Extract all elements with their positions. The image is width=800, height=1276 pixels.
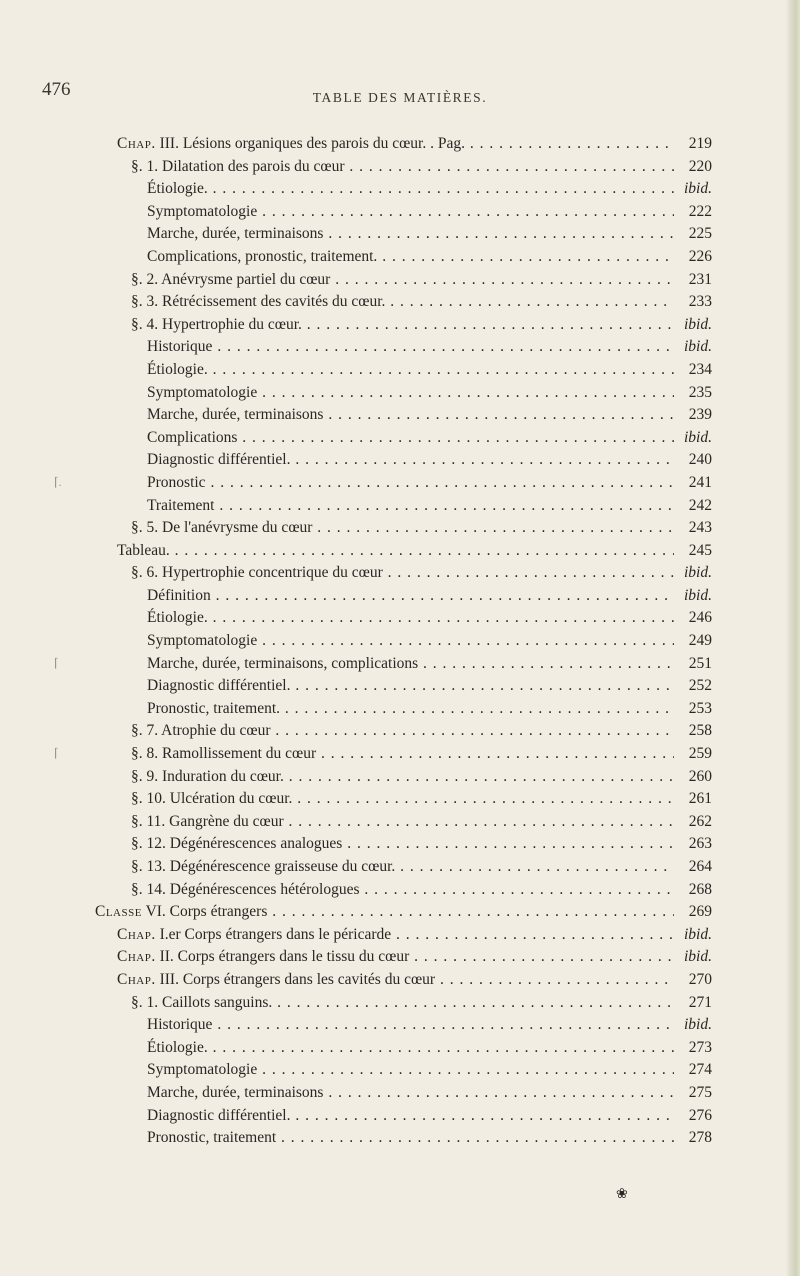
toc-entry-text: §. 1. Caillots sanguins.	[131, 993, 273, 1011]
toc-entry-page: ibid.	[674, 427, 712, 450]
toc-entry-label	[147, 201, 676, 224]
toc-entry-label	[147, 1059, 676, 1082]
page-edge	[786, 0, 800, 1276]
toc-entry-page: 252	[674, 675, 712, 698]
toc-entry-text: Complications	[147, 428, 238, 446]
toc-entry-text: §. 9. Induration du cœur.	[131, 767, 284, 785]
toc-entry-label	[131, 517, 676, 540]
toc-entry-label	[147, 607, 676, 630]
toc-entry	[0, 336, 800, 359]
toc-entry-prefix: Chap.	[117, 135, 156, 152]
toc-entry-page: ibid.	[674, 178, 712, 201]
toc-entry	[0, 495, 800, 518]
toc-entry-page: 271	[674, 992, 712, 1015]
toc-entry-label	[147, 1014, 676, 1037]
toc-entry	[0, 585, 800, 608]
toc-entry-label	[95, 901, 676, 924]
toc-entry	[0, 743, 800, 766]
toc-entry	[0, 788, 800, 811]
toc-entry-text: Définition	[147, 586, 211, 604]
toc-entry-page: 262	[674, 811, 712, 834]
toc-entry	[0, 449, 800, 472]
toc-entry	[0, 833, 800, 856]
toc-entry-label	[147, 178, 676, 201]
toc-entry-text: Marche, durée, terminaisons	[147, 225, 324, 243]
toc-entry-text: Historique	[147, 338, 213, 356]
toc-entry-text: Marche, durée, terminaisons, complications	[147, 654, 419, 672]
toc-entry-label	[117, 540, 676, 563]
toc-entry-label	[131, 720, 676, 743]
toc-entry	[0, 1014, 800, 1037]
toc-entry-page: 226	[674, 246, 712, 269]
toc-entry-prefix: Classe	[95, 903, 142, 921]
toc-entry-text: Pronostic, traitement.	[147, 699, 281, 717]
toc-entry-page: 231	[674, 269, 712, 292]
toc-entry	[0, 607, 800, 630]
toc-entry-page: 270	[674, 969, 712, 992]
toc-entry-text: §. 10. Ulcération du cœur.	[131, 790, 293, 808]
toc-entry-page: 245	[674, 540, 712, 563]
toc-entry-label	[131, 269, 676, 292]
toc-entry-label	[117, 969, 676, 992]
toc-entry	[0, 517, 800, 540]
toc-entry-page: 242	[674, 495, 712, 518]
toc-entry-label	[131, 856, 676, 879]
toc-entry-prefix: Chap.	[117, 948, 156, 966]
toc-entry-text: III. Lésions organiques des parois du cœur. . Pag.	[155, 135, 465, 152]
toc-entry-label	[131, 833, 676, 856]
toc-entry-prefix: Chap.	[117, 925, 156, 943]
toc-entry-label	[131, 766, 676, 789]
toc-entry	[0, 246, 800, 269]
toc-entry-label	[147, 382, 676, 405]
toc-entry	[0, 404, 800, 427]
toc-entry-text: Pronostic, traitement	[147, 1129, 277, 1147]
toc-entry	[0, 992, 800, 1015]
toc-entry-text: Diagnostic différentiel.	[147, 677, 291, 695]
toc-entry-label	[131, 811, 676, 834]
toc-entry	[0, 924, 800, 947]
toc-entry-label	[131, 788, 676, 811]
toc-entry	[0, 178, 800, 201]
toc-entry-page: 243	[674, 517, 712, 540]
toc-entry-page: 261	[674, 788, 712, 811]
toc-entry-label	[147, 495, 676, 518]
toc-entry-text: Tableau.	[117, 541, 170, 559]
toc-entry	[0, 698, 800, 721]
toc-entry-text: Pronostic	[147, 473, 206, 491]
toc-entry	[0, 630, 800, 653]
toc-entry-label	[147, 404, 676, 427]
toc-entry	[0, 201, 800, 224]
toc-entry-page: 275	[674, 1082, 712, 1105]
toc-entry	[0, 291, 800, 314]
toc-entry-page: 264	[674, 856, 712, 879]
toc-entry-text: §. 7. Atrophie du cœur	[131, 722, 271, 740]
toc-entry-prefix: Chap.	[117, 970, 156, 988]
toc-entry-text: §. 5. De l'anévrysme du cœur	[131, 519, 313, 537]
toc-entry-text: Symptomatologie	[147, 1061, 258, 1079]
toc-entry-label	[147, 336, 676, 359]
toc-entry-page: 234	[674, 359, 712, 382]
toc-entry-text: §. 4. Hypertrophie du cœur.	[131, 315, 302, 333]
toc-entry-text: Étiologie.	[147, 360, 208, 378]
toc-entry-page: 278	[674, 1127, 712, 1150]
toc-entry-label	[147, 1127, 676, 1150]
toc-entry-text: §. 6. Hypertrophie concentrique du cœur	[131, 564, 383, 582]
toc-entry-page: 263	[674, 833, 712, 856]
toc-entry-text: Étiologie.	[147, 609, 208, 627]
toc-entry-page: ibid.	[674, 336, 712, 359]
toc-entry-label	[117, 946, 676, 969]
table-of-contents	[0, 133, 800, 1150]
toc-entry-label	[147, 630, 676, 653]
toc-entry-page: 269	[674, 901, 712, 924]
toc-entry-text: Marche, durée, terminaisons	[147, 406, 324, 424]
toc-entry-label	[147, 449, 676, 472]
toc-entry	[0, 720, 800, 743]
toc-entry-label	[147, 698, 676, 721]
toc-entry	[0, 133, 800, 156]
toc-entry-page: 220	[674, 156, 712, 179]
toc-entry	[0, 1082, 800, 1105]
toc-entry-label	[131, 291, 676, 314]
toc-entry-label	[117, 924, 676, 947]
toc-entry	[0, 269, 800, 292]
toc-entry-label	[147, 1105, 676, 1128]
toc-entry	[0, 1127, 800, 1150]
toc-entry-label	[147, 472, 676, 495]
toc-entry-page: 273	[674, 1037, 712, 1060]
toc-entry	[0, 969, 800, 992]
toc-entry-text: Symptomatologie	[147, 202, 258, 220]
toc-entry-text: §. 3. Rétrécissement des cavités du cœur.	[131, 293, 386, 311]
toc-entry-text: §. 1. Dilatation des parois du cœur	[131, 157, 345, 175]
toc-entry	[0, 472, 800, 495]
toc-entry-text: Diagnostic différentiel.	[147, 451, 291, 469]
toc-entry-text: III. Corps étrangers dans les cavités du cœur	[155, 970, 436, 988]
toc-entry-text: Symptomatologie	[147, 632, 258, 650]
toc-entry-text: Diagnostic différentiel.	[147, 1106, 291, 1124]
toc-entry-page: 258	[674, 720, 712, 743]
toc-entry	[0, 879, 800, 902]
toc-entry-text: Historique	[147, 1016, 213, 1034]
toc-entry-label	[131, 992, 676, 1015]
toc-entry	[0, 223, 800, 246]
margin-mark: ⌈	[54, 656, 59, 670]
toc-entry-page: 260	[674, 766, 712, 789]
toc-entry-page: 219	[674, 133, 712, 156]
margin-mark: ⌈	[54, 746, 59, 760]
toc-entry-text: §. 14. Dégénérescences hétérologues	[131, 880, 360, 898]
toc-entry	[0, 946, 800, 969]
toc-entry-text: VI. Corps étrangers	[141, 903, 268, 921]
toc-entry-page: 225	[674, 223, 712, 246]
margin-mark: ⌈.	[54, 475, 62, 489]
toc-entry-text: §. 11. Gangrène du cœur	[131, 812, 284, 830]
toc-entry-label	[131, 879, 676, 902]
toc-entry	[0, 675, 800, 698]
toc-entry	[0, 562, 800, 585]
toc-entry	[0, 766, 800, 789]
running-head: TABLE DES MATIÈRES.	[312, 90, 488, 105]
toc-entry-page: 274	[674, 1059, 712, 1082]
toc-entry-text: §. 12. Dégénérescences analogues	[131, 835, 343, 853]
toc-entry	[0, 156, 800, 179]
toc-entry	[0, 901, 800, 924]
toc-entry	[0, 427, 800, 450]
toc-entry-page: ibid.	[674, 585, 712, 608]
toc-entry-page: ibid.	[674, 1014, 712, 1037]
toc-entry-page: 268	[674, 879, 712, 902]
toc-entry-text: Marche, durée, terminaisons	[147, 1083, 324, 1101]
toc-entry	[0, 540, 800, 563]
page-number: 476	[42, 79, 71, 100]
toc-entry-page: 222	[674, 201, 712, 224]
toc-entry-page: 240	[674, 449, 712, 472]
toc-entry-page: 239	[674, 404, 712, 427]
toc-entry-text: Complications, pronostic, traitement.	[147, 247, 378, 265]
toc-entry-label	[147, 675, 676, 698]
toc-entry-label	[147, 653, 676, 676]
toc-entry	[0, 359, 800, 382]
toc-entry-text: §. 13. Dégénérescence graisseuse du cœur.	[131, 858, 396, 875]
toc-entry-page: 241	[674, 472, 712, 495]
toc-entry-label	[131, 314, 676, 337]
toc-entry-page: 249	[674, 630, 712, 653]
toc-entry-page: 251	[674, 653, 712, 676]
toc-entry-page: 253	[674, 698, 712, 721]
toc-entry-label	[147, 585, 676, 608]
toc-entry	[0, 653, 800, 676]
toc-entry-label	[131, 156, 676, 179]
toc-entry-label	[117, 133, 676, 156]
toc-entry-page: 276	[674, 1105, 712, 1128]
toc-entry-text: Étiologie.	[147, 180, 208, 198]
toc-entry-text: Symptomatologie	[147, 383, 258, 401]
toc-entry-label	[147, 1082, 676, 1105]
toc-entry-page: ibid.	[674, 946, 712, 969]
toc-entry-text: §. 8. Ramollissement du cœur	[131, 745, 317, 763]
toc-entry-page: 233	[674, 291, 712, 314]
toc-entry-label	[147, 1037, 676, 1060]
toc-entry-text: I.er Corps étrangers dans le péricarde	[155, 925, 392, 943]
toc-entry-text: §. 2. Anévrysme partiel du cœur	[131, 270, 331, 288]
toc-entry	[0, 856, 800, 879]
toc-entry-text: II. Corps étrangers dans le tissu du cœur	[155, 948, 410, 966]
toc-entry-label	[147, 359, 676, 382]
toc-entry	[0, 314, 800, 337]
toc-entry-page: 246	[674, 607, 712, 630]
toc-entry-text: Traitement	[147, 496, 215, 514]
toc-entry-label	[147, 427, 676, 450]
toc-entry-text: Étiologie.	[147, 1038, 208, 1056]
toc-entry	[0, 1059, 800, 1082]
toc-entry-page: 235	[674, 382, 712, 405]
toc-entry-page: ibid.	[674, 924, 712, 947]
toc-entry-label	[131, 562, 676, 585]
toc-entry	[0, 1037, 800, 1060]
toc-entry-page: ibid.	[674, 314, 712, 337]
toc-entry	[0, 382, 800, 405]
toc-entry	[0, 1105, 800, 1128]
ink-spot: ❀	[616, 1187, 628, 1202]
toc-entry-label	[147, 246, 676, 269]
toc-entry-page: 259	[674, 743, 712, 766]
toc-entry-page: ibid.	[674, 562, 712, 585]
toc-entry	[0, 811, 800, 834]
toc-entry-label	[147, 223, 676, 246]
toc-entry-label	[131, 743, 676, 766]
